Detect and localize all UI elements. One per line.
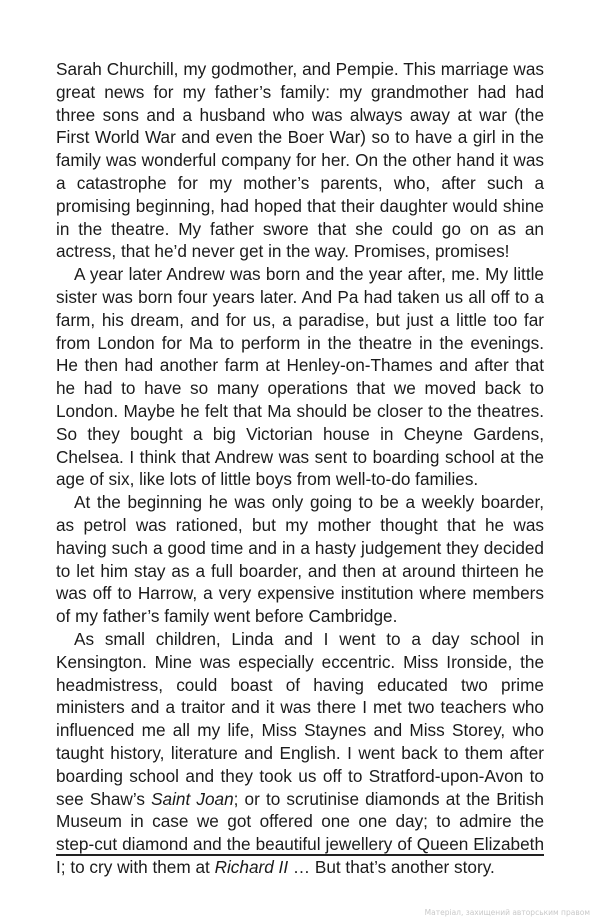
paragraph-4-text-c: … But that’s another story. <box>288 856 495 877</box>
paragraph-1-text: Sarah Churchill, my godmother, and Pempie. This marriage was great news for my father’s family: my grandmother had had three sons and a husband who was always away at war (the First World War and even the Boer War) so to have a girl in the family was wonderful company for her. On the other hand it was a catastrophe for my mother’s parents, who, after such a promising beginning, had hoped that their daughter would shine in the theatre. My father swore that she could go on as an actress, that he’d never get in the way. Promises, promises! <box>56 59 544 262</box>
title-richard-ii: Richard II <box>214 856 289 877</box>
paragraph-3-text: At the beginning he was only going to be a weekly boarder, as petrol was rationed, but my mother thought that he was having such a good time and in a hasty judgement they decided to let him stay as a full boarder, and then at around thirteen he was off to Harrow, a very expensive institution where members of my father’s family went before Cambridge. <box>56 492 544 627</box>
paragraph-2-text: A year later Andrew was born and the year after, me. My little sister was born four years later. And Pa had taken us all off to a farm, his dream, and for us, a paradise, but just a little too far from London for Ma to perform in the theatre in the evenings. He then had another farm at Henley-on-Thames and after that he had to have so many operations that we moved back to London. Maybe he felt that Ma should be closer to the theatres. So they bought a big Victorian house in Cheyne Gardens, Chelsea. I think that Andrew was sent to boarding school at the age of six, like lots of little boys from well-to-do families. <box>56 264 544 490</box>
title-saint-joan: Saint Joan <box>151 788 234 809</box>
paragraph-1 <box>56 58 544 263</box>
paragraph-4 <box>56 628 544 879</box>
paragraph-4-text-a: As small children, Linda and I went to a day school in Kensington. Mine was especially eccentric. Miss Ironside, the headmistress, could boast of having educated two prime ministers and a traitor and it was there I met two teachers who influenced me all my life, Miss Staynes and Miss Storey, who taught history, literature and English. I went back to them after boarding school and they took us off to Stratford-upon-Avon to see Shaw’s <box>56 628 544 809</box>
footer-rule <box>56 854 544 856</box>
copyright-watermark: Матеріал, захищений авторським правом <box>424 908 590 917</box>
body-text <box>56 58 544 879</box>
paragraph-4-text-b: ; or to scrutinise diamonds at the British Museum in case we got offered one one day; to admire the step-cut diamond and the beautiful jewellery of Queen Elizabeth I; to cry with them at <box>56 788 544 877</box>
paragraph-3 <box>56 491 544 628</box>
paragraph-2 <box>56 263 544 491</box>
